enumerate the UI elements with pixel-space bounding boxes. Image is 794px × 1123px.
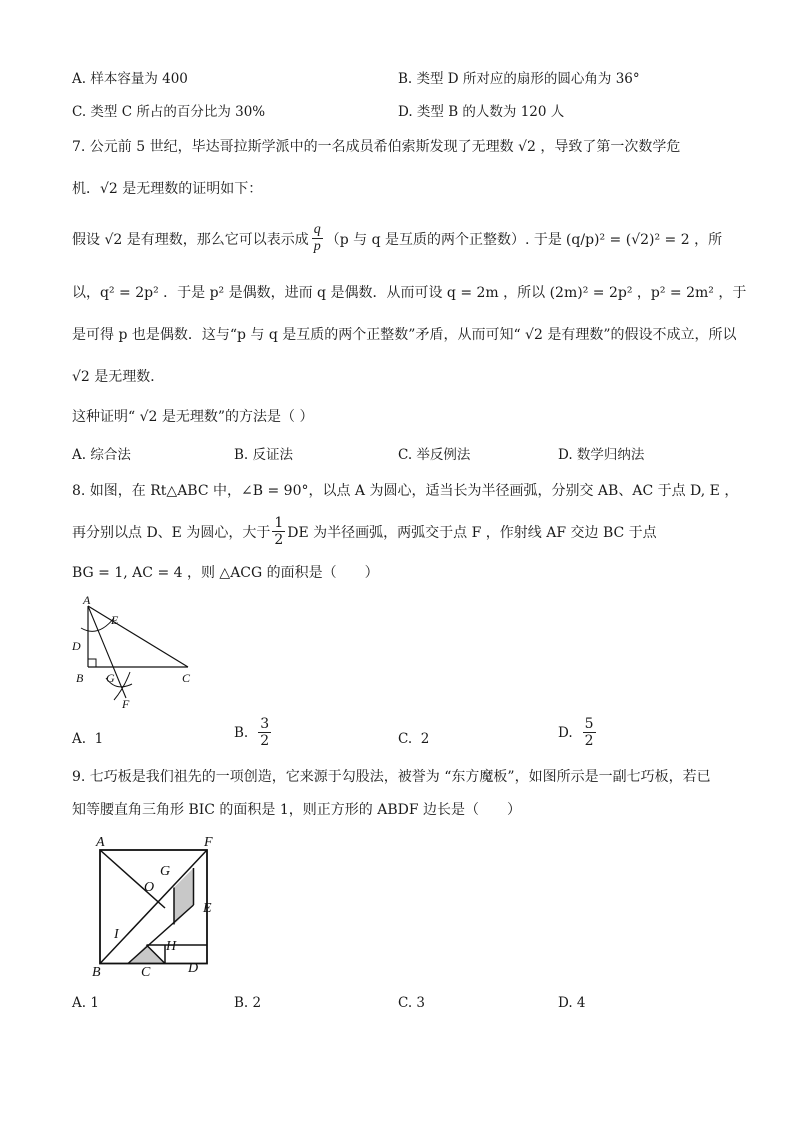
q8-option-d <box>558 716 596 749</box>
q8-line-2-end: DE 为半径画弧，两弧交于点 F ，作射线 AF 交边 BC 于点 <box>287 524 657 541</box>
q-over-p-fraction <box>312 222 323 255</box>
frac-denominator: 2 <box>584 733 594 749</box>
frac-denominator: p <box>313 239 321 254</box>
q8-line-2 <box>72 515 657 548</box>
q7-option-a: A. 综合法 <box>72 447 131 463</box>
q8-option-b <box>234 716 271 749</box>
q8-option-a <box>72 731 103 747</box>
parallelogram-fill <box>174 868 194 925</box>
q8-option-c <box>398 731 429 747</box>
option-value: 2 <box>420 731 430 747</box>
q9-option-a: A. 1 <box>72 995 99 1011</box>
q7-option-b: B. 反证法 <box>234 447 294 463</box>
q7-line-3-middle: （p 与 q 是互质的两个正整数）. 于是 <box>325 231 562 248</box>
q7-line-1: 7. 公元前 5 世纪，毕达哥拉斯学派中的一名成员希伯索斯发现了无理数 √2 ，导致了第一次数学危 <box>72 139 681 155</box>
q9-line-2: 知等腰直角三角形 BIC 的面积是 1，则正方形的 ABDF 边长是（ ） <box>72 802 522 818</box>
label-d: D <box>72 639 81 653</box>
segment-ac <box>88 606 188 667</box>
q7-line-4: 以，q² = 2p² ．于是 p² 是偶数，进而 q 是偶数．从而可设 q = 2m ，所以 (2m)² = 2p² ，p² = 2m² ，于 <box>72 285 747 301</box>
label-o: O <box>144 880 155 895</box>
q7-question: 这种证明“ √2 是无理数”的方法是（ ） <box>72 409 314 425</box>
segment-ao <box>100 850 165 908</box>
q6-option-a: A. 样本容量为 400 <box>72 71 188 87</box>
q8-line-2-start: 再分别以点 D、E 为圆心，大于 <box>72 524 271 541</box>
frac-numerator: 5 <box>584 716 594 732</box>
frac-denominator: 2 <box>274 532 284 548</box>
q7-line-3 <box>72 222 722 255</box>
q9-option-c: C. 3 <box>398 995 426 1011</box>
option-label: B. <box>234 724 249 741</box>
q9-option-b: B. 2 <box>234 995 262 1011</box>
option-label: D. <box>558 724 573 741</box>
tangram-figure <box>86 828 236 978</box>
label-f: F <box>204 835 213 850</box>
q9-line-1: 9. 七巧板是我们祖先的一项创造，它来源于勾股法，被誉为 “东方魔板”，如图所示是一副七巧板，若已 <box>72 769 711 785</box>
option-label: A. <box>72 731 87 747</box>
label-a: A <box>83 593 91 607</box>
label-i: I <box>114 927 119 942</box>
q7-line-5: 是可得 p 也是偶数．这与“p 与 q 是互质的两个正整数”矛盾，从而可知“ √2 是有理数”的假设不成立，所以 <box>72 327 737 343</box>
label-d: D <box>188 961 199 976</box>
label-c: C <box>141 965 151 978</box>
q8-line-1: 8. 如图，在 Rt△ABC 中，∠B = 90°，以点 A 为圆心，适当长为半径画弧，分别交 AB、AC 于点 D, E ， <box>72 483 739 499</box>
label-a: A <box>96 835 105 850</box>
q7-line-2: 机．√2 是无理数的证明如下： <box>72 181 263 197</box>
frac-numerator: 1 <box>274 515 284 531</box>
label-b: B <box>92 965 101 978</box>
label-g: G <box>160 864 171 879</box>
q6-option-b: B. 类型 D 所对应的扇形的圆心角为 36° <box>398 71 640 87</box>
half-fraction <box>272 515 285 548</box>
q6-option-d: D. 类型 B 的人数为 120 人 <box>398 104 565 120</box>
label-g: G <box>106 671 115 685</box>
label-e: E <box>203 901 212 916</box>
right-angle-mark <box>88 659 96 667</box>
segment-ce <box>128 905 194 964</box>
option-fraction <box>258 716 271 749</box>
q7-option-c: C. 举反例法 <box>398 447 471 463</box>
frac-numerator: q <box>313 222 321 237</box>
q7-line-6: √2 是无理数． <box>72 369 165 385</box>
label-f: F <box>122 697 130 711</box>
label-e: E <box>111 613 119 627</box>
frac-numerator: 3 <box>260 716 270 732</box>
q7-option-d: D. 数学归纳法 <box>558 447 645 463</box>
q8-line-3: BG = 1, AC = 4 ，则 △ACG 的面积是（ ） <box>72 565 379 581</box>
q6-option-c: C. 类型 C 所占的百分比为 30% <box>72 104 266 120</box>
q7-line-3-equation: (q/p)² = (√2)² = 2 ，所 <box>565 231 723 248</box>
q7-line-3-start: 假设 √2 是有理数，那么它可以表示成 <box>72 231 309 248</box>
q9-option-d: D. 4 <box>558 995 586 1011</box>
option-label: C. <box>398 731 413 747</box>
option-fraction <box>583 716 596 749</box>
frac-denominator: 2 <box>260 733 270 749</box>
triangle-figure <box>70 592 200 712</box>
label-b: B <box>76 671 84 685</box>
label-h: H <box>166 939 177 954</box>
label-c: C <box>182 671 191 685</box>
option-value: 1 <box>94 731 104 747</box>
